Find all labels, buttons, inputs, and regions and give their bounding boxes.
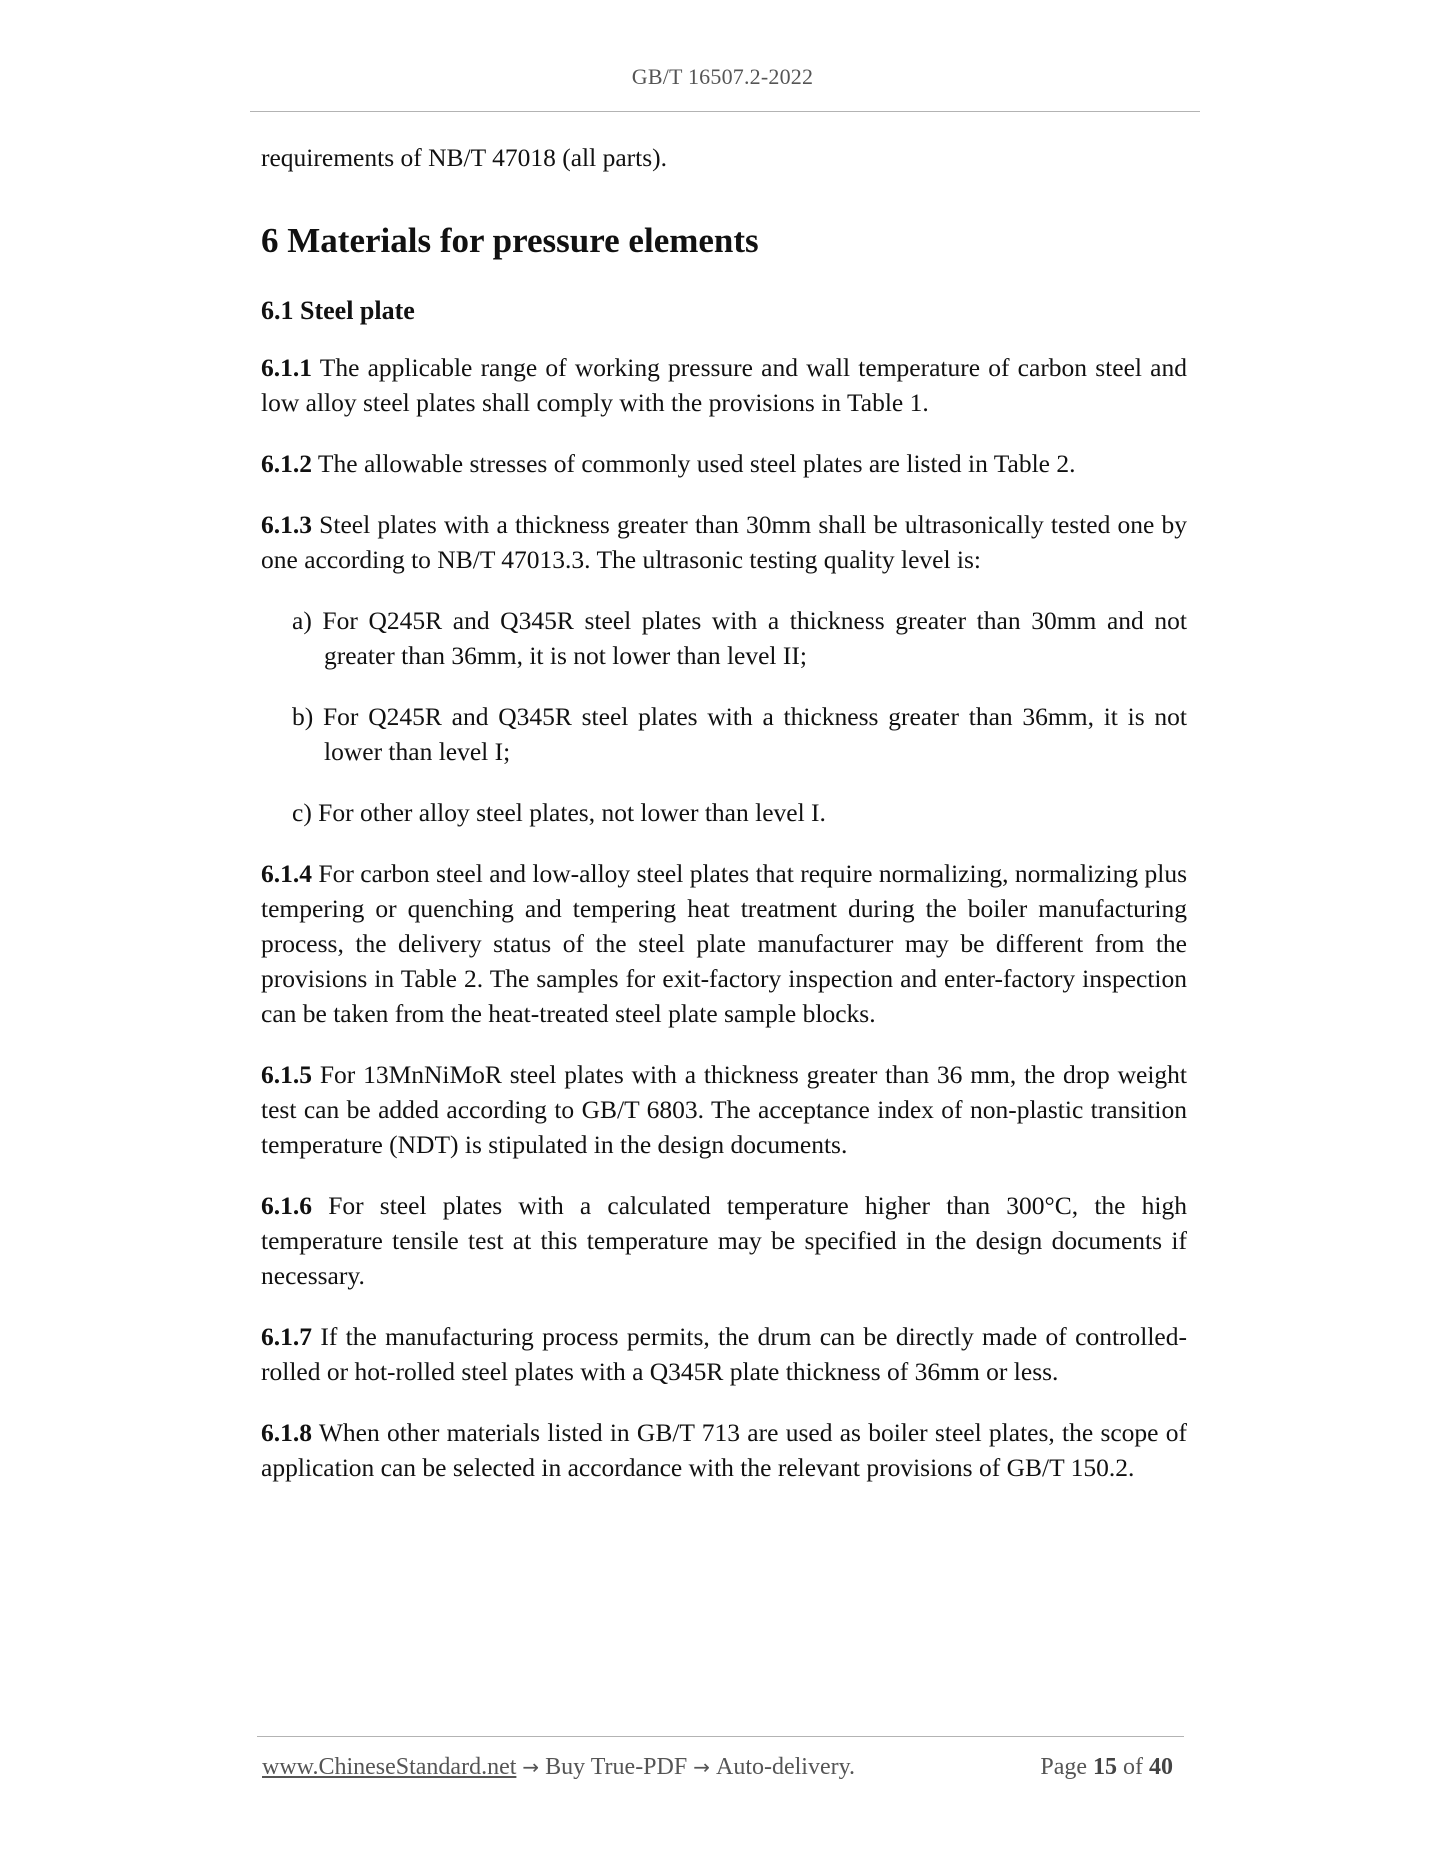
- auto-delivery-text: Auto-delivery.: [715, 1754, 856, 1780]
- section-title: 6 Materials for pressure elements: [261, 221, 759, 260]
- buy-pdf-text: Buy True-PDF: [545, 1754, 688, 1780]
- clause-6-1-4: [261, 856, 1187, 1031]
- clause-text: For 13MnNiMoR steel plates with a thickness greater than 36 mm, the drop weight test can be added according to GB/T 6803. The acceptance index of non-plastic transition temperature (NDT) is stipulated in the design documents.: [261, 1060, 1188, 1159]
- clause-6-1-6: [261, 1188, 1187, 1293]
- clause-number: 6.1.8: [261, 1418, 312, 1447]
- page-of-label: of: [1123, 1754, 1143, 1780]
- clause-text: The allowable stresses of commonly used steel plates are listed in Table 2.: [317, 449, 1076, 478]
- header-divider: [250, 111, 1200, 112]
- list-item-c: c) For other alloy steel plates, not lower than level I.: [292, 798, 826, 827]
- clause-number: 6.1.4: [261, 859, 312, 888]
- clause-number: 6.1.7: [261, 1322, 312, 1351]
- clause-6-1-5: [261, 1057, 1187, 1162]
- clause-text: Steel plates with a thickness greater than 30mm shall be ultrasonically tested one by one according to NB/T 47013.3. The ultrasonic testing quality level is:: [261, 510, 1188, 574]
- arrow-right-icon: →: [693, 1755, 710, 1779]
- clause-text: For steel plates with a calculated temperature higher than 300°C, the high temperature tensile test at this temperature may be specified in the design documents if necessary.: [261, 1191, 1187, 1290]
- clause-number: 6.1.5: [261, 1060, 312, 1089]
- running-header: GB/T 16507.2-2022: [631, 64, 814, 89]
- clause-number: 6.1.3: [261, 510, 312, 539]
- clause-6-1-8: [261, 1415, 1187, 1485]
- clause-text: If the manufacturing process permits, the drum can be directly made of controlled-rolled or hot-rolled steel plates with a Q345R plate thickness of 36mm or less.: [261, 1322, 1187, 1386]
- clause-6-1-1: [261, 350, 1187, 420]
- subsection-title: 6.1 Steel plate: [261, 296, 415, 325]
- page-total: 40: [1149, 1754, 1173, 1780]
- clause-6-1-2: [261, 446, 1187, 481]
- clause-text: The applicable range of working pressure and wall temperature of carbon steel and low alloy steel plates shall comply with the provisions in Table 1.: [261, 353, 1187, 417]
- clause-number: 6.1.6: [261, 1191, 312, 1220]
- list-item-b: b) For Q245R and Q345R steel plates with a thickness greater than 36mm, it is not lower than level I;: [292, 702, 1187, 766]
- footer-divider: [257, 1736, 1184, 1737]
- clause-number: 6.1.1: [261, 353, 312, 382]
- carry-over-paragraph: requirements of NB/T 47018 (all parts).: [261, 143, 668, 172]
- page-footer: [262, 1754, 1179, 1781]
- clause-6-1-7: [261, 1319, 1187, 1389]
- arrow-right-icon: →: [522, 1755, 540, 1779]
- clause-text: For carbon steel and low-alloy steel plates that require normalizing, normalizing plus tempering or quenching and tempering heat treatment during the boiler manufacturing process, the delivery status of the steel plate manufacturer may be different from the provisions in Table 2. The samples for exit-factory inspection and enter-factory inspection can be taken from the heat-treated steel plate sample blocks.: [261, 859, 1188, 1028]
- page-current: 15: [1093, 1754, 1117, 1780]
- document-body: [261, 140, 1187, 1511]
- clause-6-1-3: [261, 507, 1187, 577]
- list-item-a: a) For Q245R and Q345R steel plates with a thickness greater than 30mm and not greater than 36mm, it is not lower than level II;: [292, 606, 1187, 670]
- page-indicator: [1040, 1754, 1179, 1781]
- clause-number: 6.1.2: [261, 449, 312, 478]
- site-link[interactable]: www.ChineseStandard.net: [262, 1754, 517, 1780]
- page-label: Page: [1040, 1754, 1087, 1780]
- clause-text: When other materials listed in GB/T 713 are used as boiler steel plates, the scope of application can be selected in accordance with the relevant provisions of GB/T 150.2.: [261, 1418, 1188, 1482]
